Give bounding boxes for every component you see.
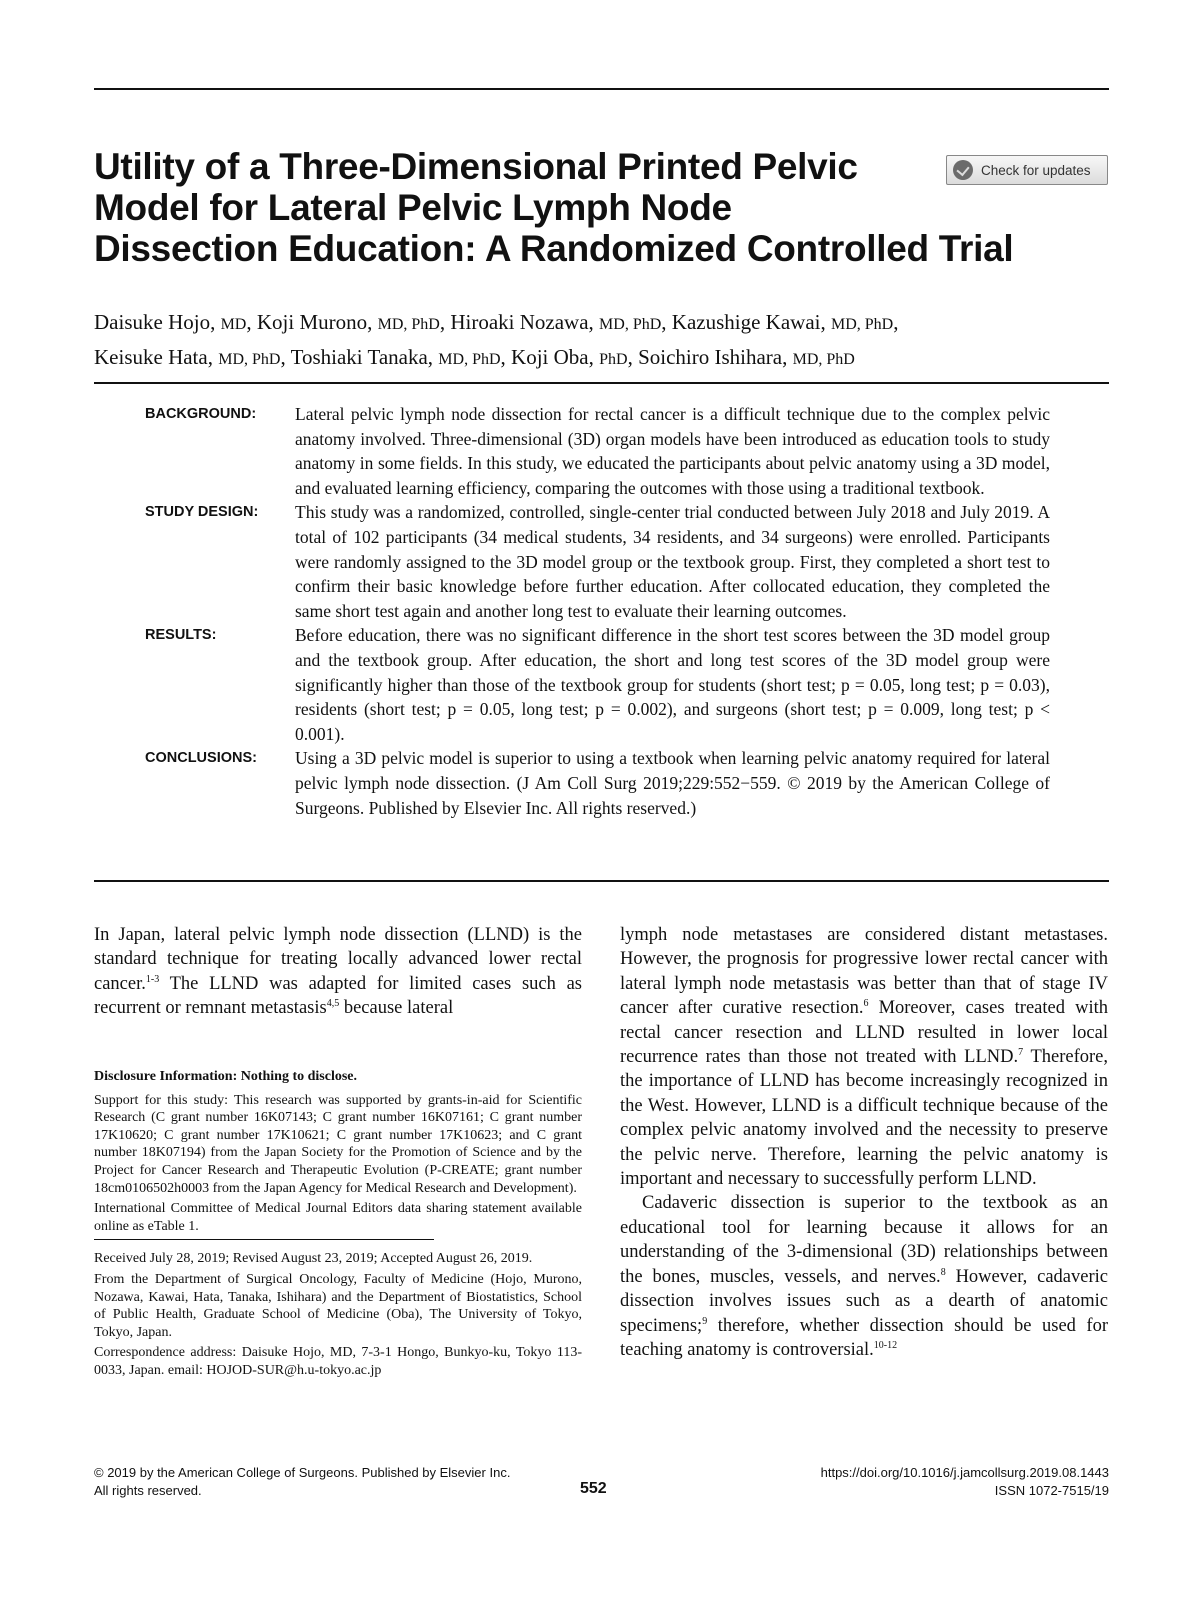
author-line: Daisuke Hojo, MD, Koji Murono, MD, PhD, Hiroaki Nozawa, MD, PhD, Kazushige Kawai, MD, PhD, [94, 310, 899, 334]
body-text: Therefore, the importance of LLND has become increasingly recognized in the West. However, LLND is a difficult technique because of the complex pelvic anatomy involved and the necessity to preserve the pelvic nerve. Therefore, learning the pelvic anatomy is important and necessary to successfully perform LLND. [620, 1047, 1108, 1190]
support-note: Support for this study: This research was supported by grants-in-aid for Scientific Research (C grant number 16K07143; C grant number 16K07161; C grant number 17K10620; C grant number 17K10621; C grant number 17K10623; and C grant number 18K07194) from the Japan Society for the Promotion of Science and by the Project for Cancer Research and Therapeutic Evolution (P-CREATE; grant number 18cm0106502h0003 from the Japan Agency for Medical Research and Development). [94, 1092, 582, 1196]
author-degrees: MD, PhD [792, 351, 855, 368]
author-name: Soichiro Ishihara [638, 345, 783, 369]
author-degrees: MD [220, 316, 247, 333]
author-name: Koji Oba [511, 345, 589, 369]
icmje-note: International Committee of Medical Journal Editors data sharing statement available online as eTable 1. [94, 1201, 582, 1234]
body-text: because lateral [339, 998, 454, 1019]
page-number: 552 [580, 1480, 607, 1497]
abstract-text: Lateral pelvic lymph node dissection for rectal cancer is a difficult technique due to the complex pelvic anatomy involved. Three-dimensional (3D) organ models have been introduced as education tools to study anatomy in some fields. In this study, we educated the participants about pelvic anatomy using a 3D model, and evaluated learning efficiency, comparing the outcomes with those using a traditional textbook. [295, 404, 1050, 498]
body-paragraph [94, 923, 582, 1021]
abstract-section-background [145, 402, 1050, 500]
check-for-updates-label: Check for updates [981, 162, 1091, 178]
article-footnotes [94, 1068, 582, 1383]
affiliation-note: From the Department of Surgical Oncology, Faculty of Medicine (Hojo, Murono, Nozawa, Kawai, Hata, Tanaka, Ishihara) and the Department of Biostatistics, School of Public Health, Graduate School of Medicine (Oba), The University of Tokyo, Tokyo, Japan. [94, 1271, 582, 1340]
abstract [145, 402, 1050, 820]
copyright-text: © 2019 by the American College of Surgeons. Published by Elsevier Inc. [94, 1465, 511, 1480]
body-column-left [94, 923, 582, 1021]
citation-ref: 10-12 [873, 1339, 898, 1351]
disclosure-note: Disclosure Information: Nothing to disclose. [94, 1069, 358, 1084]
check-for-updates-button[interactable] [946, 155, 1108, 185]
title-line: Dissection Education: A Randomized Controlled Trial [94, 228, 1014, 269]
author-name: Keisuke Hata [94, 345, 208, 369]
author-name: Koji Murono [256, 310, 368, 334]
abstract-section-results [145, 623, 1050, 746]
citation-ref: 7 [1018, 1046, 1024, 1058]
received-note: Received July 28, 2019; Revised August 23, 2019; Accepted August 26, 2019. [94, 1251, 533, 1267]
citation-ref: 1-3 [145, 973, 160, 985]
body-paragraph [620, 923, 1108, 1191]
abstract-label: RESULTS: [145, 627, 217, 644]
author-list [94, 306, 1104, 376]
rights-text: All rights reserved. [94, 1483, 202, 1498]
author-name: Toshiaki Tanaka [290, 345, 428, 369]
author-name: Hiroaki Nozawa [450, 310, 589, 334]
body-text: In Japan, lateral pelvic lymph node dissection (LLND) is the standard technique for treating locally advanced lower rectal cancer. [94, 925, 582, 994]
abstract-text: This study was a randomized, controlled, single-center trial conducted between July 2018 and July 2019. A total of 102 participants (34 medical students, 34 residents, and 34 surgeons) were enrolled. Participants were randomly assigned to the 3D model group or the textbook group. First, they completed a short test to confirm their basic knowledge before further education. After collocated education, they completed the same short test again and another long test to evaluate their learning outcomes. [295, 502, 1050, 621]
author-degrees: MD, PhD [830, 316, 894, 333]
author-name: Daisuke Hojo [94, 310, 211, 334]
abstract-top-rule [94, 382, 1109, 384]
issn-text: ISSN 1072-7515/19 [994, 1483, 1109, 1498]
body-text: lymph node metastases are considered distant metastases. However, the prognosis for progressive lower rectal cancer with lateral lymph node metastasis was better than that of stage IV cancer after curative resection. [620, 925, 1108, 1019]
abstract-label: BACKGROUND: [145, 406, 257, 422]
citation-ref: 8 [940, 1266, 946, 1278]
title-line: Model for Lateral Pelvic Lymph Node [94, 187, 732, 228]
author-name: Kazushige Kawai [671, 310, 821, 334]
body-text: Moreover, cases treated with rectal cancer resection and LLND resulted in lower local recurrence rates than those not treated with LLND. [620, 998, 1108, 1068]
footer-copyright [94, 1464, 510, 1500]
abstract-section-study-design [145, 500, 1050, 623]
top-rule [94, 88, 1109, 90]
abstract-label: STUDY DESIGN: [145, 504, 259, 521]
abstract-bottom-rule [94, 880, 1109, 882]
body-text: Cadaveric dissection is superior to the textbook as an educational tool for learning because it allows for an understanding of the 3-dimensional (3D) relationships between the bones, muscles, vessels, and nerves. [620, 1193, 1108, 1287]
citation-ref: 6 [863, 998, 869, 1010]
author-line: Keisuke Hata, MD, PhD, Toshiaki Tanaka, MD, PhD, Koji Oba, PhD, Soichiro Ishihara, MD, PhD [94, 345, 855, 369]
author-degrees: MD, PhD [599, 316, 662, 333]
footnote-divider [94, 1239, 434, 1240]
check-updates-icon [953, 160, 973, 180]
footer-identifiers [760, 1464, 1109, 1500]
author-degrees: MD, PhD [438, 351, 501, 368]
correspondence-note: Correspondence address: Daisuke Hojo, MD, 7-3-1 Hongo, Bunkyo-ku, Tokyo 113-0033, Japan. email: HOJOD-SUR@h.u-tokyo.ac.jp [94, 1345, 582, 1378]
body-text: therefore, whether dissection should be used for teaching anatomy is controversial. [620, 1315, 1108, 1360]
body-paragraph [620, 1191, 1108, 1362]
body-text: The LLND was adapted for limited cases such as recurrent or remnant metastasis [94, 973, 582, 1019]
citation-ref: 4,5 [326, 998, 340, 1010]
abstract-text: Before education, there was no significant difference in the short test scores between the 3D model group and the textbook group. After education, the short and long test scores of the 3D model group were significantly higher than those of the textbook group for students (short test; p = 0.05, long test; p = 0.03), residents (short test; p = 0.05, long test; p = 0.002), and surgeons (short test; p = 0.009, long test; p < 0.001). [295, 625, 1050, 744]
author-degrees: MD, PhD [377, 316, 440, 333]
citation-ref: 9 [702, 1315, 708, 1327]
abstract-label: CONCLUSIONS: [145, 750, 257, 767]
doi-link[interactable]: https://doi.org/10.1016/j.jamcollsurg.2019.08.1443 [820, 1465, 1109, 1480]
author-degrees: MD, PhD [218, 351, 281, 368]
abstract-section-conclusions [145, 746, 1050, 820]
body-text: However, cadaveric dissection involves issues such as a dearth of anatomic specimens; [620, 1266, 1108, 1336]
body-column-right [620, 923, 1108, 1362]
author-degrees: PhD [599, 351, 628, 368]
title-line: Utility of a Three-Dimensional Printed Pelvic [94, 146, 858, 187]
abstract-text: Using a 3D pelvic model is superior to using a textbook when learning pelvic anatomy required for lateral pelvic lymph node dissection. (J Am Coll Surg 2019;229:552−559. © 2019 by the American College of Surgeons. Published by Elsevier Inc. All rights reserved.) [295, 748, 1050, 818]
article-title [94, 146, 1014, 269]
